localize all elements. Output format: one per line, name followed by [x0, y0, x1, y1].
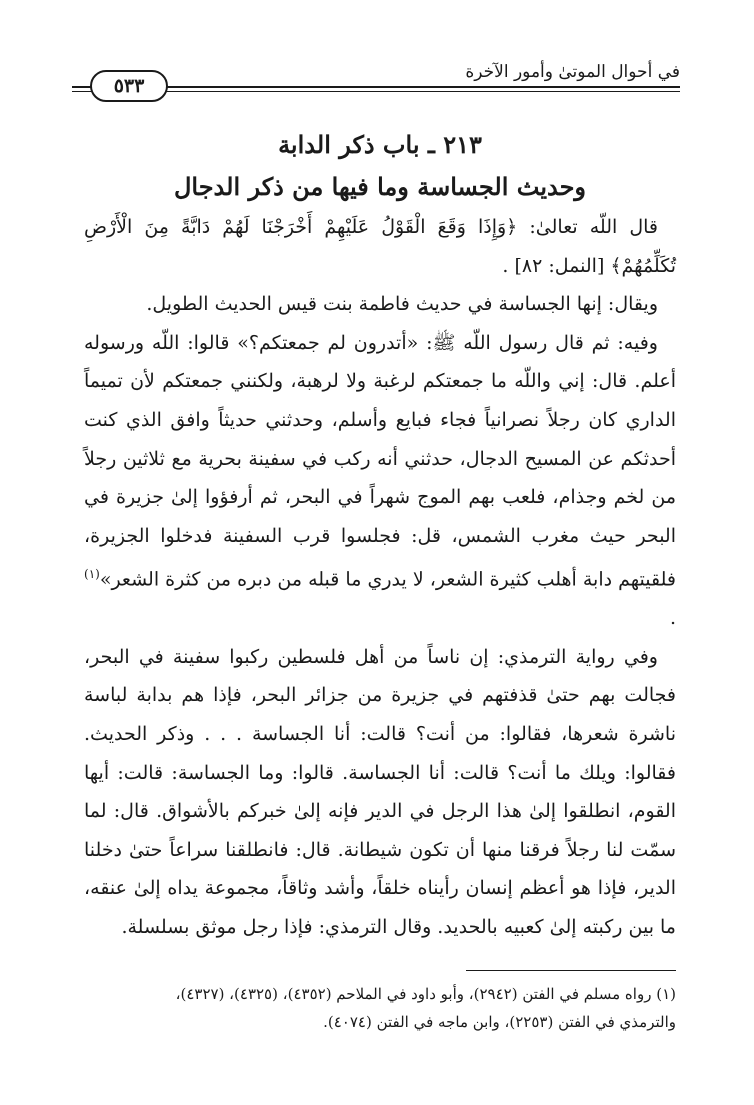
chapter-title-line2: وحديث الجساسة وما فيها من ذكر الدجال [173, 172, 587, 201]
footnotes [84, 980, 676, 1036]
paragraph-tirmidhi: وفي رواية الترمذي: إن ناساً من أهل فلسطين ركبوا سفينة في البحر، فجالت بهم حتىٰ قذفتهم في جزيرة من جزائر البحر، فإذا هم بدابة لباسة ناشرة شعرها، فقالوا: من أنت؟ قالت: أنا الجساسة . . . وذكر الحديث. فقالوا: ويلك ما أنت؟ قالت: أنا الجساسة. قالوا: وما الجساسة: قالت: أيها القوم، انطلقوا إلىٰ هذا الرجل في الدير فإنه إلىٰ خبركم بالأشواق. قال: لما سمّت لنا رجلاً فرقنا منها أن تكون شيطانة. قال: فانطلقنا سراعاً حتىٰ دخلنا الدير، فإذا هو أعظم إنسان رأيناه خلقاً، وأشد وثاقاً، مجموعة يداه إلىٰ عنقه، ما بين ركبته إلىٰ كعبيه بالحديد. وقال الترمذي: فإذا رجل موثق بسلسلة. [84, 645, 676, 939]
paragraph-verse [84, 208, 676, 285]
verse-reference: [النمل: ٨٢] . [502, 254, 611, 277]
footnote-1-line1: (١) رواه مسلم في الفتن (٢٩٤٢)، وأبو داود في الملاحم (٤٣٥٢)، (٤٣٢٥)، (٤٣٢٧)، [175, 985, 676, 1003]
chapter-title-line1: ٢١٣ ـ باب ذكر الدابة [278, 130, 482, 159]
header-dash [72, 86, 90, 88]
footnote-separator [466, 970, 676, 971]
running-title: في أحوال الموتىٰ وأمور الآخرة [457, 62, 680, 82]
footnote-marker[interactable]: (١) [84, 567, 100, 582]
main-text [84, 124, 676, 947]
quran-verse: ﴿وَإِذَا وَقَعَ الْقَوْلُ عَلَيْهِمْ أَخْرَجْنَا لَهُمْ دَابَّةً مِنَ الْأَرْضِ تُكَلِّمُهُمْ﴾ [84, 216, 676, 277]
paragraph-jassasa: ويقال: إنها الجساسة في حديث فاطمة بنت قيس الحديث الطويل. [146, 293, 658, 316]
verse-intro: قال اللّه تعالىٰ: [517, 216, 658, 238]
hadith-end: . [669, 607, 676, 630]
footnote-1-line2: والترمذي في الفتن (٢٢٥٣)، وابن ماجه في الفتن (٤٠٧٤). [323, 1013, 676, 1031]
page-header [72, 60, 680, 100]
hadith-text: وفيه: ثم قال رسول اللّه ﷺ: «أتدرون لم جمعتكم؟» قالوا: اللّه ورسوله أعلم. قال: إني واللّه ما جمعتكم لرغبة ولا لرهبة، ولكنني جمعتكم لأن تميماً الداري كان رجلاً نصرانياً فجاء فبايع وأسلم، وحدثني حديثاً وافق الذي كنت أحدثكم عن المسيح الدجال، حدثني أنه ركب في سفينة بحرية مع ثلاثين رجلاً من لخم وجذام، فلعب بهم الموج شهراً في البحر، ثم أرفؤوا إلىٰ جزيرة في البحر حيث مغرب الشمس، قل: فجلسوا قرب السفينة فدخلوا الجزيرة، فلقيتهم دابة أهلب كثيرة الشعر، لا يدري ما قبله من دبره من كثرة الشعر» [84, 331, 676, 591]
paragraph-hadith [84, 324, 676, 638]
page-number-badge: ٥٣٣ [90, 70, 168, 102]
